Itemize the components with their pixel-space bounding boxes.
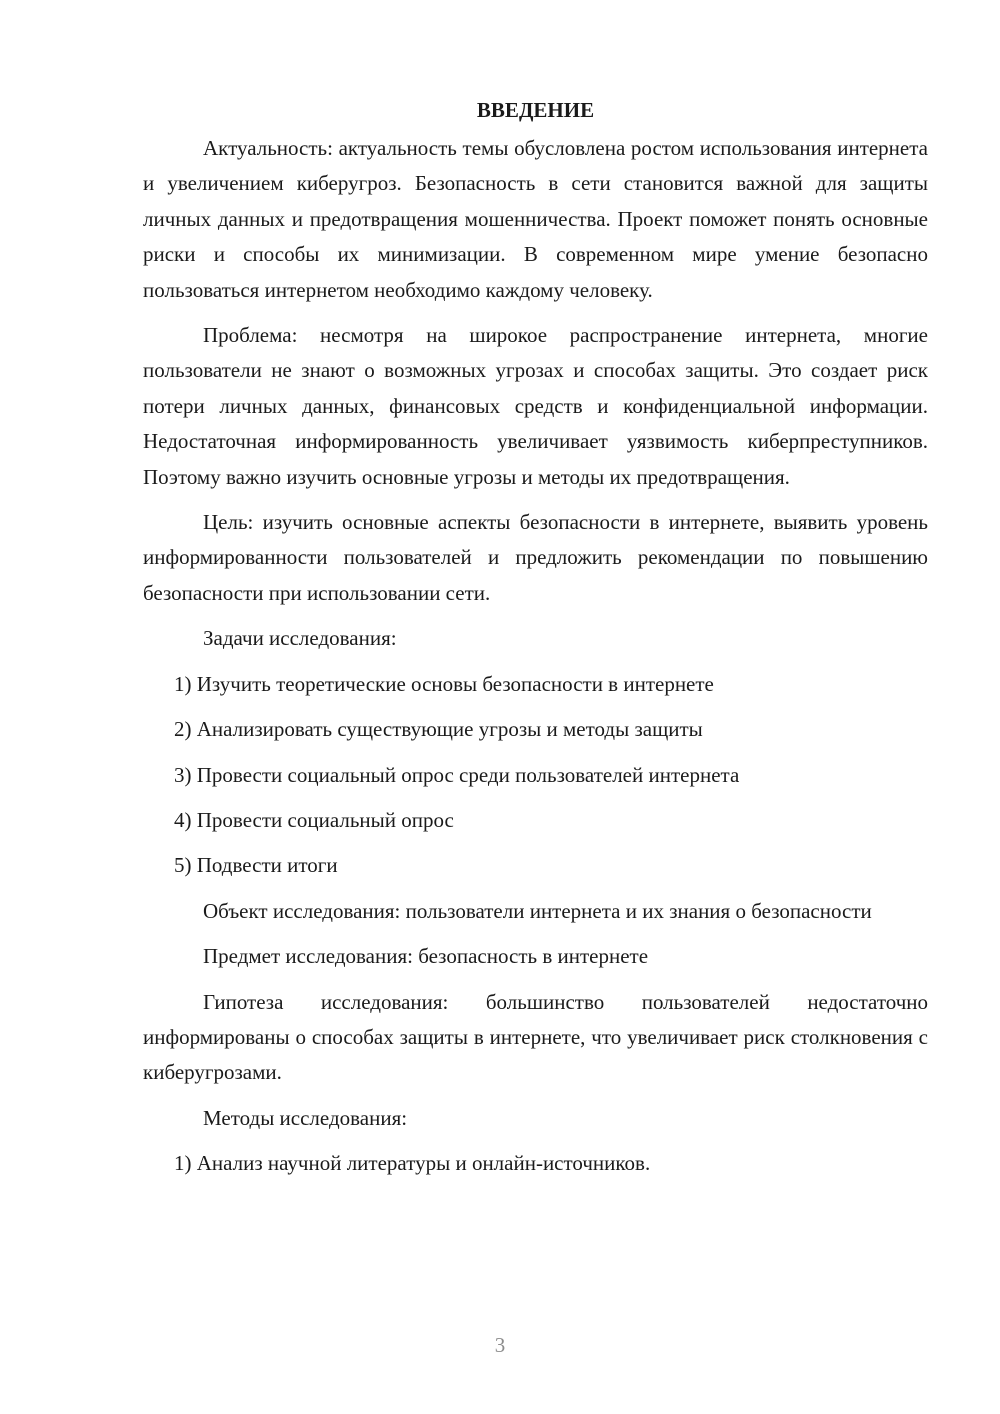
object-paragraph: Объект исследования: пользователи интернета и их знания о безопасности [203,898,872,923]
section-title: ВВЕДЕНИЕ [476,98,595,122]
tasks-heading: Задачи исследования: [203,626,397,651]
task-item: 5) Подвести итоги [174,853,338,878]
document-page [143,96,928,1192]
method-item: 1) Анализ научной литературы и онлайн-источников. [174,1151,651,1176]
subject-line: Предмет исследования: безопасность в интернете [203,944,649,969]
task-item: 3) Провести социальный опрос среди пользователей интернета [174,762,740,787]
task-item: 4) Провести социальный опрос [174,807,454,832]
goal-paragraph: Цель: изучить основные аспекты безопасности в интернете, выявить уровень информированности пользователей и предложить рекомендации по повышению безопасности при использовании сети. [143,510,928,605]
problem-paragraph: Проблема: несмотря на широкое распространение интернета, многие пользователи не знают о возможных угрозах и способах защиты. Это создает риск потери личных данных, финансовых средств и конфиденциальной информации. Недостаточная информированность увеличивает уязвимость киберпреступников. Поэтому важно изучить основные угрозы и методы их предотвращения. [143,323,928,489]
methods-heading: Методы исследования: [203,1105,408,1130]
hypothesis-paragraph: Гипотеза исследования: большинство пользователей недостаточно информированы о способах защиты в интернете, что увеличивает риск столкновения с киберугрозами. [143,989,928,1085]
task-item: 2) Анализировать существующие угрозы и методы защиты [174,717,703,742]
relevance-paragraph: Актуальность: актуальность темы обусловлена ростом использования интернета и увеличением киберугроз. Безопасность в сети становится важной для защиты личных данных и предотвращения мошенничества. Проект поможет понять основные риски и способы их минимизации. В современном мире умение безопасно пользоваться интернетом необходимо каждому человеку. [143,136,928,302]
task-item: 1) Изучить теоретические основы безопасности в интернете [174,671,714,696]
page-number: 3 [494,1333,506,1357]
